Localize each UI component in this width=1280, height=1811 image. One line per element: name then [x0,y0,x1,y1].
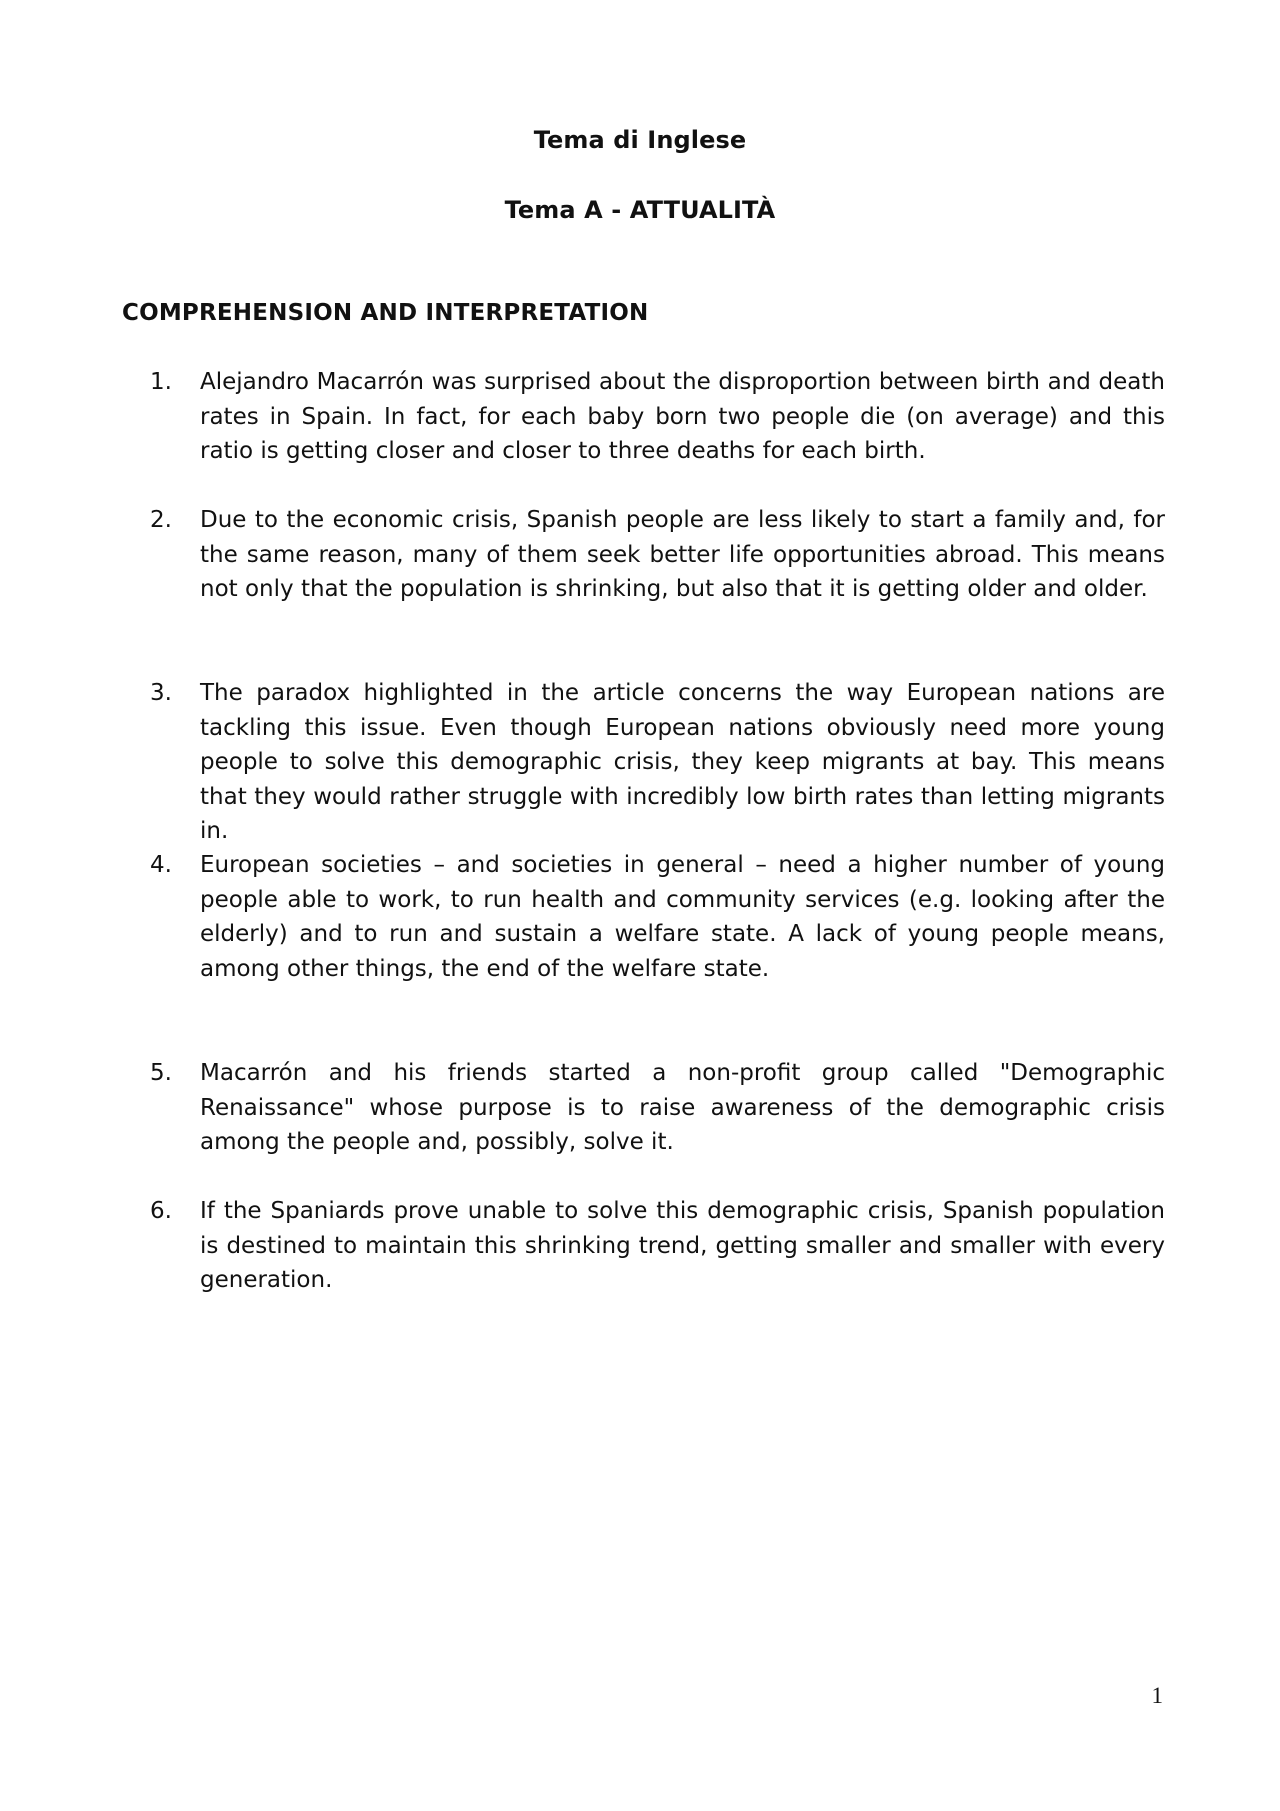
page-number: 1 [1151,1683,1163,1708]
document-subtitle: Tema A - ATTUALITÀ [504,196,776,224]
answer-text: Due to the economic crisis, Spanish people are less likely to start a family and, for the same reason, many of them seek better life opportunities abroad. This means not only that the population is shrinking, but also that it is getting older and older. [200,507,1165,602]
answer-text: The paradox highlighted in the article concerns the way European nations are tackling this issue. Even though European nations obviously need more young people to solve this demographic crisis, they keep migrants at bay. This means that they would rather struggle with incredibly low birth rates than letting migrants in. [200,680,1165,844]
answer-text: European societies – and societies in general – need a higher number of young people able to work, to run health and community services (e.g. looking after the elderly) and to run and sustain a welfare state. A lack of young people means, among other things, the end of the welfare state. [200,852,1165,982]
section-heading: COMPREHENSION AND INTERPRETATION [122,300,649,326]
answer-number: 3. [150,680,172,706]
answer-text: If the Spaniards prove unable to solve this demographic crisis, Spanish population is destined to maintain this shrinking trend, getting smaller and smaller with every generation. [200,1198,1165,1293]
answer-number: 4. [150,852,172,878]
answer-number: 5. [150,1060,172,1086]
answer-number: 1. [150,369,172,395]
answer-number: 2. [150,507,172,533]
answer-text: Alejandro Macarrón was surprised about the disproportion between birth and death rates in Spain. In fact, for each baby born two people die (on average) and this ratio is getting closer and closer to three deaths for each birth. [200,369,1165,464]
answer-number: 6. [150,1198,172,1224]
answer-text: Macarrón and his friends started a non-profit group called "Demographic Renaissance" whose purpose is to raise awareness of the demographic crisis among the people and, possibly, solve it. [200,1060,1165,1155]
document-title: Tema di Inglese [533,126,747,154]
